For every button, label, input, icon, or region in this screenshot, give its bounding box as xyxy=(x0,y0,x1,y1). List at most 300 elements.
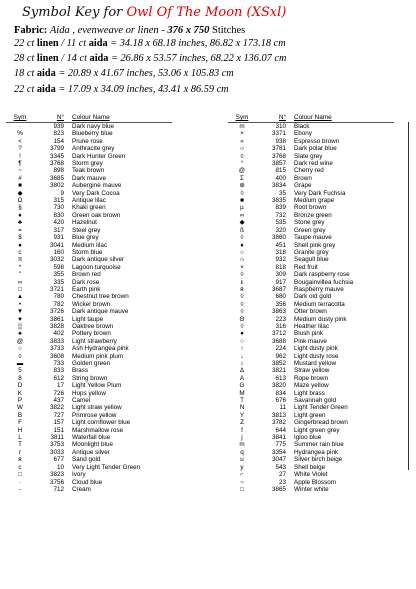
symbol: r xyxy=(18,448,22,456)
key-row xyxy=(6,427,172,434)
dmc-number: 3833 xyxy=(49,337,64,345)
colour-name: Granite grey xyxy=(294,248,329,256)
dmc-number: 35 xyxy=(278,189,286,197)
dmc-number: 154 xyxy=(53,137,64,145)
symbol: ↑ xyxy=(240,345,244,353)
dmc-number: 335 xyxy=(53,278,64,286)
colour-name: Medium lilac xyxy=(72,241,107,249)
symbol: Y xyxy=(239,411,245,419)
colour-name: Hops yellow xyxy=(72,389,106,397)
dmc-number: 3865 xyxy=(271,485,286,493)
key-column-left xyxy=(6,114,172,493)
dmc-number: 917 xyxy=(275,278,286,286)
key-row xyxy=(6,464,172,471)
key-row xyxy=(6,345,172,352)
dmc-number: 310 xyxy=(275,123,286,130)
key-row xyxy=(6,419,172,426)
symbol: ● xyxy=(240,330,244,338)
dmc-number: 613 xyxy=(275,374,286,382)
symbol: ↕ xyxy=(240,360,244,367)
key-row xyxy=(6,190,172,197)
key-row xyxy=(228,316,394,323)
dmc-number: 3821 xyxy=(271,367,286,375)
key-row xyxy=(6,153,172,160)
symbol: ∞ xyxy=(239,211,245,219)
key-row xyxy=(228,234,394,241)
key-row xyxy=(228,412,394,419)
symbol: ▼ xyxy=(16,308,24,316)
colour-name: Antique silver xyxy=(72,448,110,456)
colour-name: Otter brown xyxy=(294,308,327,316)
dmc-number: 3685 xyxy=(49,174,64,182)
symbol: F xyxy=(18,419,22,427)
dmc-number: 3687 xyxy=(271,285,286,293)
dmc-number: 780 xyxy=(53,293,64,301)
key-row xyxy=(228,130,394,137)
dmc-number: 3726 xyxy=(49,308,64,316)
key-row xyxy=(6,471,172,478)
key-row xyxy=(228,256,394,263)
colour-name: Light Yellow Plum xyxy=(72,382,122,390)
colour-name: Grape xyxy=(294,182,312,190)
dmc-number: 11 xyxy=(279,404,286,412)
key-row xyxy=(6,212,172,219)
title-prefix: Symbol Key for xyxy=(22,5,123,20)
dmc-number: 3712 xyxy=(271,330,286,338)
key-row xyxy=(228,345,394,352)
colour-name: Winter white xyxy=(294,485,329,493)
key-row xyxy=(228,323,394,330)
symbol: ∆ xyxy=(240,367,244,375)
size-fabric: aida xyxy=(88,38,108,49)
key-row xyxy=(6,367,172,374)
colour-name: Camel xyxy=(72,397,91,405)
key-row xyxy=(228,264,394,271)
key-row xyxy=(228,190,394,197)
key-rows-right xyxy=(228,123,394,493)
symbol: T xyxy=(18,441,22,449)
colour-name: Green oak brown xyxy=(72,211,121,219)
symbol: m xyxy=(239,123,245,130)
key-row xyxy=(228,397,394,404)
dmc-number: 543 xyxy=(275,463,286,471)
symbol: G xyxy=(239,382,245,390)
symbol: ¶ xyxy=(18,160,22,168)
size-dimensions: = 20.89 x 41.67 inches, 53.06 x 105.83 cm xyxy=(58,68,234,79)
key-row xyxy=(6,219,172,226)
colour-name: Light Tender Green xyxy=(294,404,348,412)
num-header: N° xyxy=(278,114,286,121)
symbol: ♦ xyxy=(240,241,244,249)
symbol: ☼ xyxy=(239,145,245,153)
colour-name: Brown red xyxy=(72,271,101,279)
key-row xyxy=(6,249,172,256)
colour-name: Cream xyxy=(72,485,91,493)
symbol: × xyxy=(240,130,244,138)
colour-name: Storm grey xyxy=(72,160,103,168)
dmc-number: 676 xyxy=(275,397,286,405)
dmc-number: 317 xyxy=(53,226,64,234)
dmc-number: 712 xyxy=(53,485,64,493)
key-row xyxy=(6,264,172,271)
colour-name: Marshmallow rose xyxy=(72,426,124,434)
colour-name: Mustard yellow xyxy=(294,360,336,367)
colour-name: Light cornflower blue xyxy=(72,419,131,427)
symbol: u xyxy=(240,456,244,464)
key-row xyxy=(228,219,394,226)
symbol: § xyxy=(18,204,22,212)
dmc-number: 224 xyxy=(275,345,286,353)
colour-name: Cloud blue xyxy=(72,478,103,486)
key-row xyxy=(6,486,172,493)
dmc-number: 23 xyxy=(278,478,286,486)
symbol: B xyxy=(17,411,23,419)
dmc-number: 932 xyxy=(275,256,286,264)
colour-name: Dark old gold xyxy=(294,293,332,301)
key-row xyxy=(228,279,394,286)
symbol: @ xyxy=(16,337,24,345)
colour-name: Very Light Tender Green xyxy=(72,463,141,471)
dmc-number: 680 xyxy=(275,293,286,301)
colour-name: Steel grey xyxy=(72,226,101,234)
pattern-name: Owl Of The Moon (XSxl) xyxy=(126,5,287,20)
key-row xyxy=(228,249,394,256)
symbol: j xyxy=(241,434,243,442)
symbol: ♥ xyxy=(18,315,22,323)
key-row xyxy=(228,182,394,189)
size-dimensions: = 34.18 x 68.18 inches, 86.82 x 173.18 cm xyxy=(110,38,286,49)
symbol: Θ xyxy=(239,315,245,323)
symbol: ◊ xyxy=(240,293,244,301)
dmc-number: 3852 xyxy=(271,360,286,367)
dmc-number: 3345 xyxy=(49,152,64,160)
symbol: ◆ xyxy=(239,219,245,227)
symbol: @ xyxy=(238,167,246,175)
colour-name: Light taupe xyxy=(72,315,104,323)
symbol: ▲ xyxy=(16,293,24,301)
key-row xyxy=(6,234,172,241)
symbol: • xyxy=(18,300,22,308)
symbol: ◊ xyxy=(240,308,244,316)
colour-name: Shell pink grey xyxy=(294,241,336,249)
dmc-number: 320 xyxy=(275,226,286,234)
symbol: K xyxy=(17,389,23,397)
key-row xyxy=(228,227,394,234)
colour-name: Silver birch beige xyxy=(294,456,343,464)
colour-name: Savannah gold xyxy=(294,397,337,405)
dmc-number: 355 xyxy=(53,271,64,279)
key-row xyxy=(6,197,172,204)
dmc-number: 730 xyxy=(53,204,64,212)
colour-name: Light green xyxy=(294,411,326,419)
dmc-number: 223 xyxy=(275,315,286,323)
symbol: ! xyxy=(19,152,21,160)
dmc-number: 3688 xyxy=(271,337,286,345)
colour-name: Gingerbread brown xyxy=(294,419,348,427)
dmc-number: 3820 xyxy=(271,382,286,390)
colour-name: Taupe mauve xyxy=(294,234,332,242)
key-row xyxy=(228,242,394,249)
colour-name: Blue grey xyxy=(72,234,99,242)
dmc-number: 3721 xyxy=(49,285,64,293)
symbol: ♦ xyxy=(18,211,22,219)
colour-name: Igloo blue xyxy=(294,434,322,442)
symbol: c xyxy=(18,248,22,256)
symbol: - xyxy=(18,485,22,493)
size-fabric: aida xyxy=(89,53,109,64)
key-row xyxy=(6,227,172,234)
key-row xyxy=(228,138,394,145)
dmc-number: 3354 xyxy=(271,448,286,456)
name-header: Colour Name xyxy=(294,114,332,121)
fabric-suffix: Stitches xyxy=(212,25,246,36)
key-row xyxy=(228,419,394,426)
dmc-number: 10 xyxy=(56,463,64,471)
dmc-number: 9 xyxy=(60,189,64,197)
dmc-number: 775 xyxy=(275,441,286,449)
symbol: ▒ xyxy=(17,322,23,330)
symbol: P xyxy=(17,397,23,405)
key-row xyxy=(6,456,172,463)
dmc-number: 420 xyxy=(53,219,64,227)
key-row xyxy=(6,160,172,167)
colour-name: Dark mauve xyxy=(72,174,106,182)
dmc-number: 3860 xyxy=(271,234,286,242)
size-line xyxy=(14,53,286,65)
symbol: $ xyxy=(18,234,22,242)
dmc-number: 733 xyxy=(53,360,64,367)
colour-name: Light green grey xyxy=(294,426,340,434)
symbol: ○ xyxy=(18,345,22,353)
dmc-number: 400 xyxy=(275,174,286,182)
colour-name: Stone grey xyxy=(294,219,325,227)
fabric-label: Fabric: xyxy=(14,25,48,36)
colour-name: Moonlight blue xyxy=(72,441,113,449)
dmc-number: 160 xyxy=(53,248,64,256)
colour-name: Dark antique silver xyxy=(72,256,125,264)
colour-name: Red fruit xyxy=(294,263,318,271)
size-count: 22 ct xyxy=(14,38,35,49)
colour-name: Slate grey xyxy=(294,152,323,160)
key-row xyxy=(6,286,172,293)
symbol: y xyxy=(240,463,244,471)
colour-name: Sand gold xyxy=(72,456,101,464)
key-header xyxy=(6,114,172,123)
colour-name: Dark Hunter Green xyxy=(72,152,126,160)
colour-name: Aubergine mauve xyxy=(72,182,122,190)
colour-name: Dark antique mauve xyxy=(72,308,129,316)
colour-name: Light brass xyxy=(294,389,325,397)
symbol: % xyxy=(17,130,23,138)
colour-name: White Violet xyxy=(294,471,328,479)
symbol: ☼ xyxy=(239,256,245,264)
colour-name: Prune rose xyxy=(72,137,103,145)
colour-name: Anthracite grey xyxy=(72,145,115,153)
symbol: ° xyxy=(240,160,244,168)
symbol: W xyxy=(17,404,23,412)
symbol: × xyxy=(240,263,244,271)
dmc-number: 3781 xyxy=(271,145,286,153)
dmc-number: 727 xyxy=(53,411,64,419)
symbol: ■ xyxy=(240,197,244,205)
colour-name: Straw yellow xyxy=(294,367,330,375)
dmc-number: 939 xyxy=(53,123,64,130)
dmc-number: 3047 xyxy=(271,456,286,464)
dmc-number: 3041 xyxy=(49,241,64,249)
symbol: » xyxy=(240,137,244,145)
key-row xyxy=(6,330,172,337)
symbol: ~ xyxy=(240,478,244,486)
colour-name: Shell beige xyxy=(294,463,326,471)
dmc-number: 3822 xyxy=(49,404,64,412)
symbol: c xyxy=(18,463,22,471)
size-fabric: aida xyxy=(36,84,56,95)
key-row xyxy=(228,390,394,397)
colour-name: Espresso brown xyxy=(294,137,340,145)
colour-name: Storm blue xyxy=(72,248,103,256)
colour-name: Heather lilac xyxy=(294,322,329,330)
dmc-number: 732 xyxy=(275,211,286,219)
symbol: ~ xyxy=(18,167,22,175)
dmc-number: 3756 xyxy=(49,478,64,486)
symbol: µ xyxy=(240,204,244,212)
key-row xyxy=(228,434,394,441)
key-row xyxy=(228,308,394,315)
colour-name: Medium terracotta xyxy=(294,300,345,308)
colour-name: Pottery brown xyxy=(72,330,111,338)
symbol: ß xyxy=(240,226,244,234)
symbol: ○ xyxy=(240,248,244,256)
colour-name: Brass xyxy=(72,367,89,375)
symbol: ◆ xyxy=(17,189,23,197)
key-row xyxy=(228,271,394,278)
dmc-number: 3834 xyxy=(271,182,286,190)
dmc-number: 3768 xyxy=(49,160,64,168)
symbol: * xyxy=(18,263,22,271)
key-row xyxy=(228,441,394,448)
key-row xyxy=(228,449,394,456)
colour-name: String brown xyxy=(72,374,108,382)
colour-name: Bronze green xyxy=(294,211,332,219)
key-row xyxy=(6,434,172,441)
key-row xyxy=(228,338,394,345)
key-row xyxy=(6,279,172,286)
size-count: 18 ct xyxy=(14,68,35,79)
symbol: N xyxy=(239,404,245,412)
size-line xyxy=(14,68,234,80)
dmc-number: 3828 xyxy=(49,322,64,330)
key-row xyxy=(228,145,394,152)
sym-header: Sym xyxy=(235,114,249,121)
colour-name: Dark navy blue xyxy=(72,123,114,130)
colour-name: Chestnut tree brown xyxy=(72,293,129,301)
key-row xyxy=(228,175,394,182)
dmc-number: 157 xyxy=(53,419,64,427)
key-row xyxy=(6,271,172,278)
dmc-number: 3782 xyxy=(271,419,286,427)
key-row xyxy=(228,286,394,293)
colour-name: Hazelnut xyxy=(72,219,97,227)
size-fabric: linen xyxy=(36,38,59,49)
colour-name: Root brown xyxy=(294,204,327,212)
key-row xyxy=(6,204,172,211)
dmc-number: 27 xyxy=(278,471,286,479)
sym-header: Sym xyxy=(13,114,27,121)
key-row xyxy=(6,397,172,404)
dmc-number: 644 xyxy=(275,426,286,434)
colour-name: Dark raspberry rose xyxy=(294,271,350,279)
key-row xyxy=(228,360,394,367)
colour-name: Pink mauve xyxy=(294,337,327,345)
symbol: Ω xyxy=(17,197,23,205)
dmc-number: 3857 xyxy=(271,160,286,168)
dmc-number: 3823 xyxy=(49,471,64,479)
key-row xyxy=(6,382,172,389)
dmc-number: 818 xyxy=(275,263,286,271)
dmc-number: 3033 xyxy=(49,448,64,456)
colour-name: Ivory xyxy=(72,471,86,479)
key-row xyxy=(228,123,394,130)
colour-name: Summer rain blue xyxy=(294,441,344,449)
dmc-number: 437 xyxy=(53,397,64,405)
key-row xyxy=(228,404,394,411)
dmc-number: 3799 xyxy=(49,145,64,153)
symbol: ⌐ xyxy=(240,471,244,479)
num-header: N° xyxy=(56,114,64,121)
symbol: □ xyxy=(240,485,244,493)
symbol: ◊ xyxy=(240,271,244,279)
dmc-number: 318 xyxy=(275,248,286,256)
symbol: " xyxy=(18,271,22,279)
symbol: ◊ xyxy=(240,189,244,197)
symbol: ↓ xyxy=(240,352,244,360)
dmc-number: 316 xyxy=(275,322,286,330)
symbol: L xyxy=(18,434,22,442)
colour-name: Light strawberry xyxy=(72,337,117,345)
key-row xyxy=(228,301,394,308)
colour-name: Blueberry blue xyxy=(72,130,113,138)
key-row xyxy=(228,479,394,486)
dmc-number: 402 xyxy=(53,330,64,338)
key-row xyxy=(228,382,394,389)
colour-name: Brown xyxy=(294,174,312,182)
key-rows-left xyxy=(6,123,172,493)
symbol: ◊ xyxy=(18,352,22,360)
symbol: □ xyxy=(18,285,22,293)
dmc-number: 3371 xyxy=(271,130,286,138)
dmc-number: 3608 xyxy=(49,352,64,360)
symbol: ⊕ xyxy=(239,182,245,190)
key-row xyxy=(6,123,172,130)
dmc-number: 309 xyxy=(275,271,286,279)
symbol: ʀ xyxy=(18,456,22,464)
key-row xyxy=(6,375,172,382)
dmc-number: 938 xyxy=(275,137,286,145)
colour-name: Lagoon turquoise xyxy=(72,263,121,271)
symbol: ʀ xyxy=(240,285,244,293)
colour-name: Antique lilac xyxy=(72,197,106,205)
size-fabric: aida xyxy=(36,68,56,79)
key-row xyxy=(6,479,172,486)
symbol: ? xyxy=(18,145,22,153)
key-row xyxy=(228,456,394,463)
key-row xyxy=(228,212,394,219)
symbol: ▬ xyxy=(16,360,24,367)
key-row xyxy=(6,301,172,308)
fabric-line xyxy=(14,25,245,37)
colour-name: Hydrangea pink xyxy=(294,448,339,456)
symbol: M xyxy=(239,389,245,397)
